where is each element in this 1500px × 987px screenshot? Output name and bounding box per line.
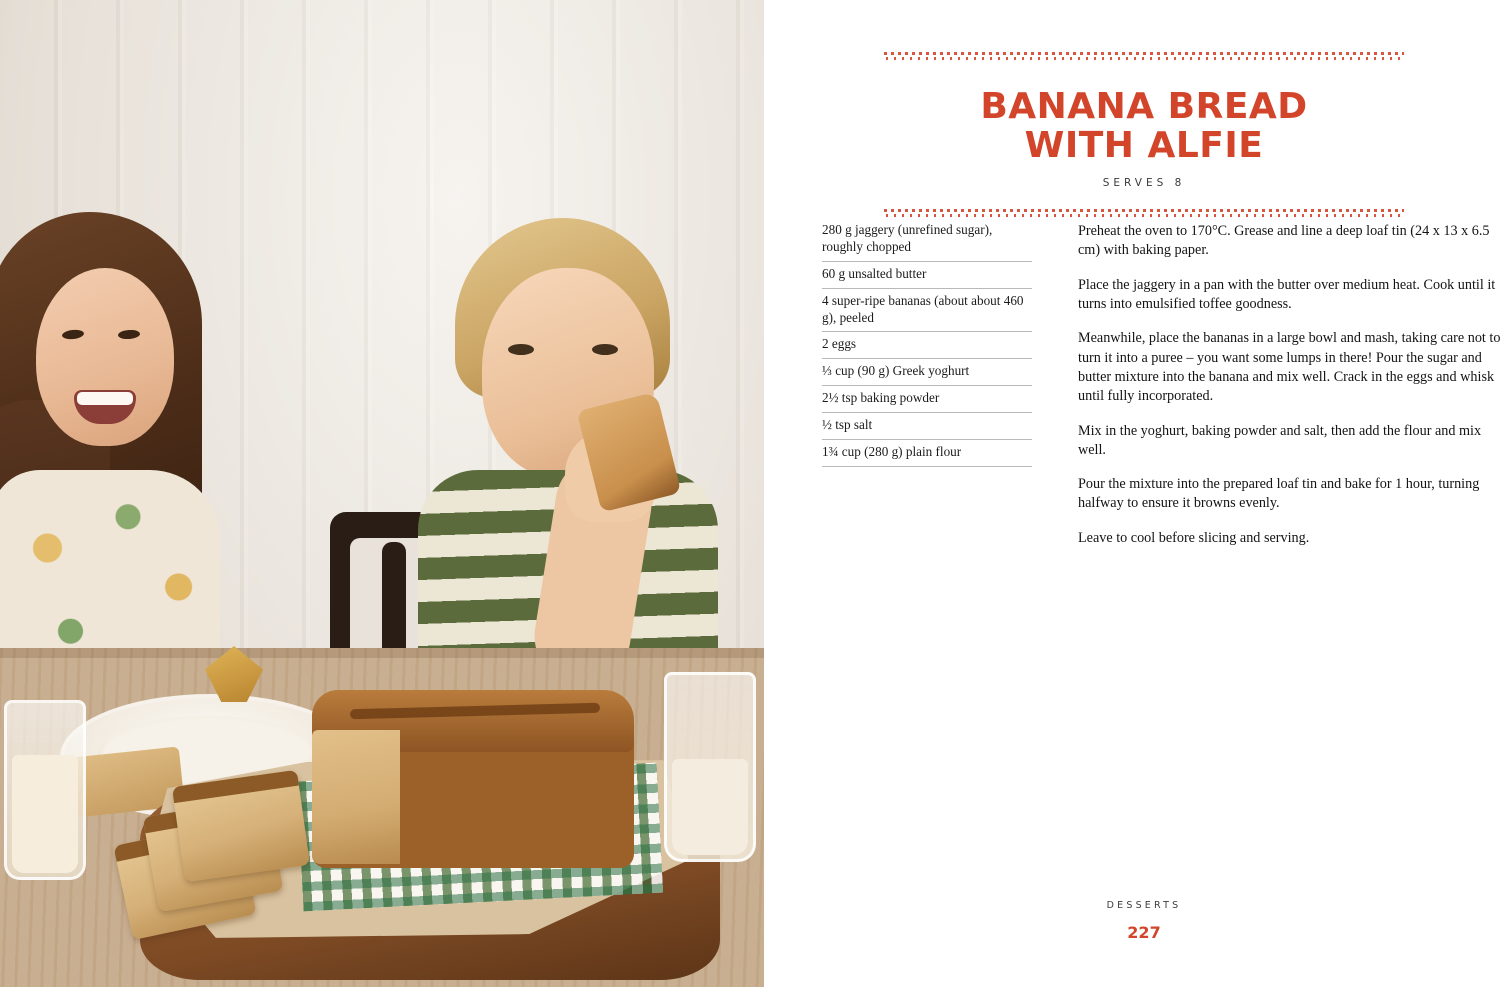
list-item: ½ tsp salt <box>822 413 1032 440</box>
recipe-title-block <box>884 50 1404 219</box>
girl-teeth <box>77 392 133 405</box>
boy-eye-left <box>508 344 534 355</box>
list-item: 2 eggs <box>822 332 1032 359</box>
serves-label: SERVES 8 <box>1102 177 1186 190</box>
page-title <box>884 88 1404 165</box>
recipe-page <box>764 0 1500 987</box>
list-item: ⅓ cup (90 g) Greek yoghurt <box>822 359 1032 386</box>
method-step: Preheat the oven to 170°C. Grease and line a deep loaf tin (24 x 13 x 6.5 cm) with baking paper. <box>1078 223 1490 259</box>
recipe-title-line-1: BANANA BREAD <box>980 86 1308 127</box>
recipe-body <box>822 222 1500 548</box>
decorative-rule-top <box>884 50 1404 62</box>
list-item: 60 g unsalted butter <box>822 262 1032 289</box>
glass-of-milk-right <box>664 672 756 862</box>
method-step: Leave to cool before slicing and serving. <box>1078 529 1310 546</box>
method-steps <box>1074 222 1500 548</box>
recipe-title-line-2: WITH ALFIE <box>1024 124 1264 166</box>
page-footer <box>884 900 1404 942</box>
banana-bread-slice <box>172 770 310 883</box>
glass-of-milk-left <box>4 700 86 880</box>
decorative-rule-bottom <box>884 207 1404 219</box>
list-item: 4 super-ripe bananas (about about 460 g), peeled <box>822 289 1032 333</box>
method-step: Pour the mixture into the prepared loaf tin and bake for 1 hour, turning halfway to ensure it browns evenly. <box>1078 476 1480 512</box>
ingredients-list <box>822 222 1032 548</box>
boy-eye-right <box>592 344 618 355</box>
list-item: 1¾ cup (280 g) plain flour <box>822 440 1032 467</box>
method-step: Place the jaggery in a pan with the butter over medium heat. Cook until it turns into emulsified toffee goodness. <box>1078 276 1496 312</box>
list-item: 2½ tsp baking powder <box>822 386 1032 413</box>
method-step: Meanwhile, place the bananas in a large bowl and mash, taking care not to turn it into a puree – you want some lumps in there! Pour the sugar and butter mixture into the banana and mix well. Crack in the eggs and whisk until fully incorporated. <box>1078 330 1500 405</box>
list-item: 280 g jaggery (unrefined sugar), roughly chopped <box>822 222 1032 262</box>
method-step: Mix in the yoghurt, baking powder and salt, then add the flour and mix well. <box>1078 422 1482 458</box>
page-number: 227 <box>1127 923 1161 942</box>
loaf-cut-face <box>312 730 400 864</box>
chapter-label: DESSERTS <box>1106 900 1182 911</box>
